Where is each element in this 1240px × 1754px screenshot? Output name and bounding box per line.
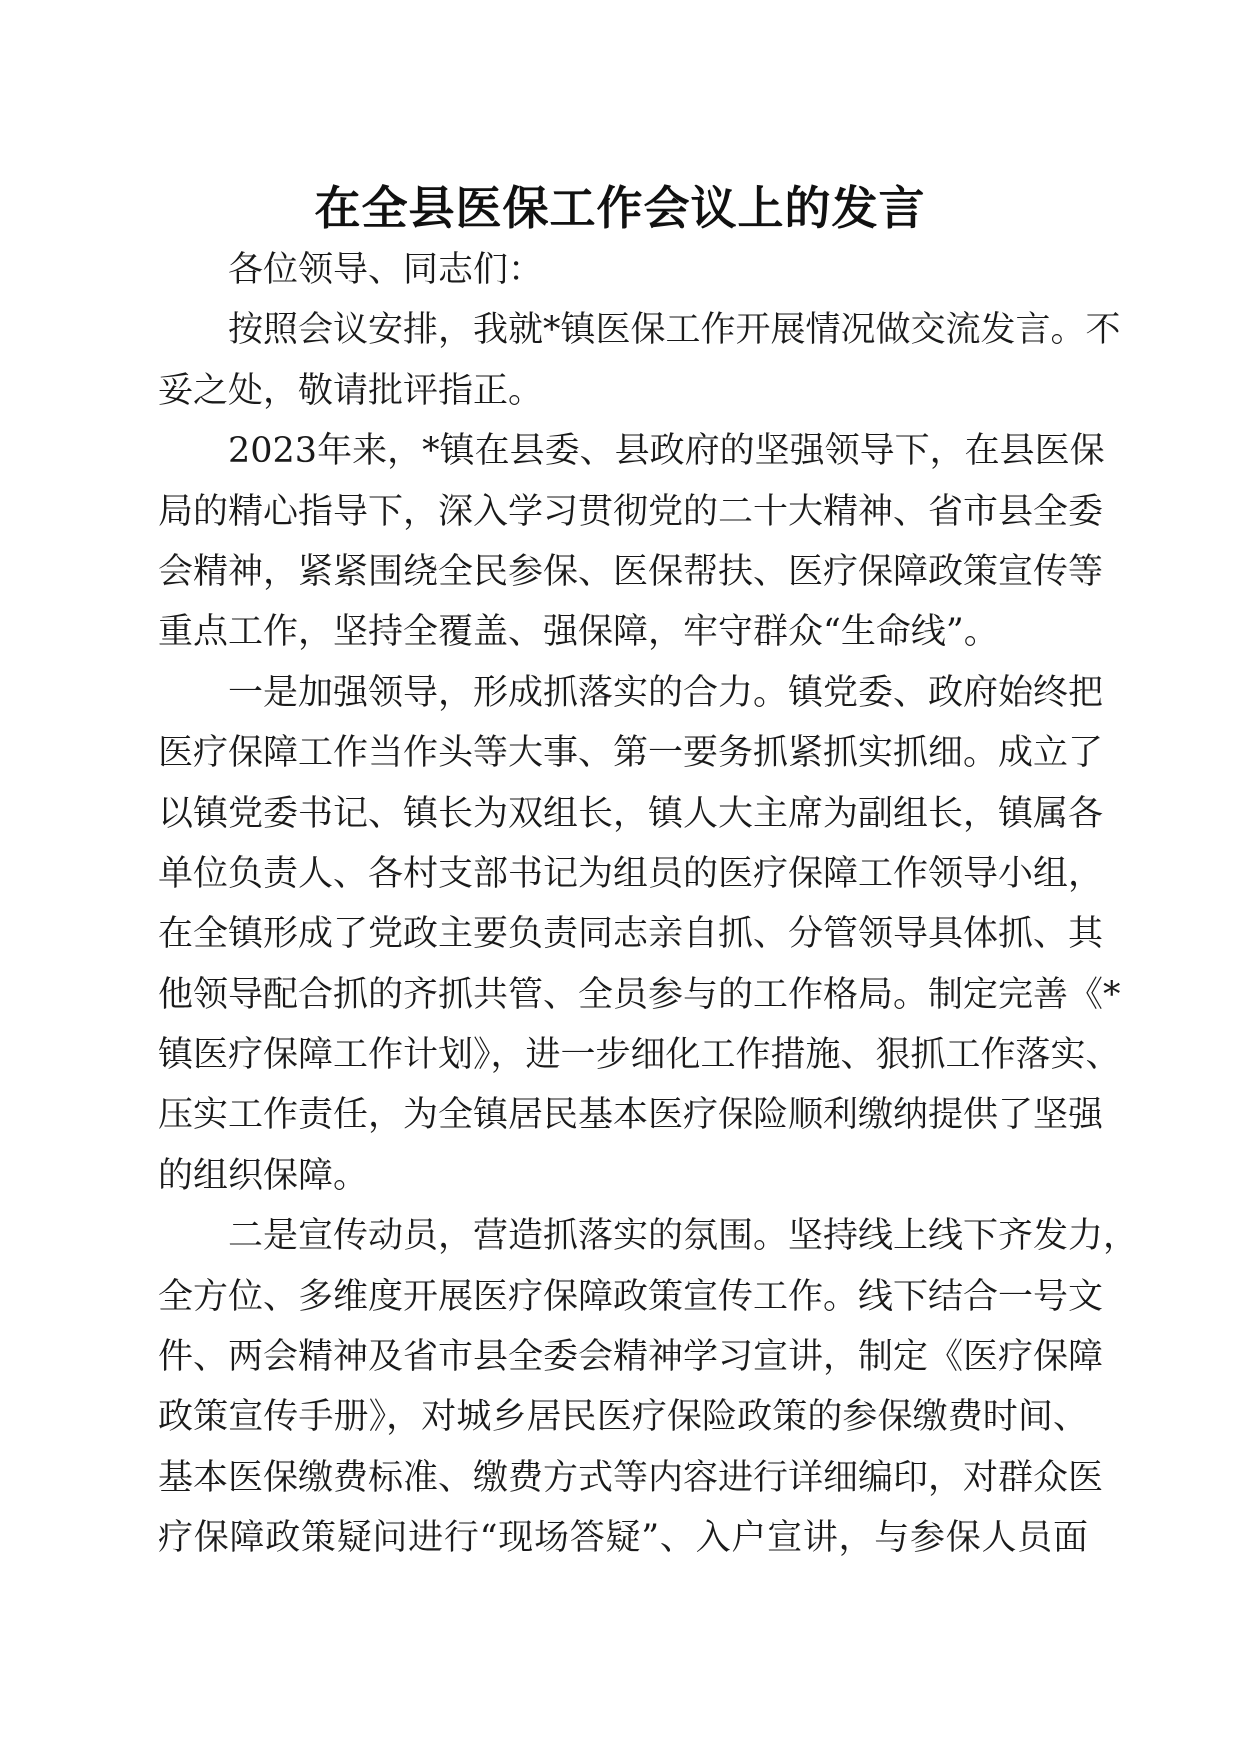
text-line: 以镇党委书记、镇长为双组长，镇人大主席为副组长，镇属各 [158, 793, 1104, 834]
document-body [158, 240, 1139, 1569]
text-line: 一是加强领导，形成抓落实的合力。镇党委、政府始终把 [228, 672, 1104, 713]
text-line: 镇医疗保障工作计划》，进一步细化工作措施、狠抓工作落实、 [158, 1035, 1121, 1076]
text-line: 疗保障政策疑问进行“现场答疑”、入户宣讲，与参保人员面 [158, 1518, 1088, 1559]
document-title: 在全县医保工作会议上的发言 [314, 181, 926, 235]
text-line: 全方位、多维度开展医疗保障政策宣传工作。线下结合一号文 [158, 1276, 1104, 1317]
text-line: 各位领导、同志们： [228, 250, 544, 290]
text-line: 压实工作责任，为全镇居民基本医疗保险顺利缴纳提供了坚强 [158, 1095, 1104, 1136]
text-line: 他领导配合抓的齐抓共管、全员参与的工作格局。制定完善《* [158, 974, 1121, 1015]
text-line: 医疗保障工作当作头等大事、第一要务抓紧抓实抓细。成立了 [158, 733, 1104, 774]
text-line: 基本医保缴费标准、缴费方式等内容进行详细编印，对群众医 [158, 1457, 1104, 1498]
text-line: 局的精心指导下，深入学习贯彻党的二十大精神、省市县全委 [158, 491, 1104, 532]
text-line: 单位负责人、各村支部书记为组员的医疗保障工作领导小组， [158, 853, 1104, 894]
text-line: 按照会议安排，我就*镇医保工作开展情况做交流发言。不 [228, 310, 1121, 351]
text-line: 2023年来，*镇在县委、县政府的坚强领导下，在县医保 [228, 431, 1105, 472]
text-line: 二是宣传动员，营造抓落实的氛围。坚持线上线下齐发力， [228, 1216, 1139, 1257]
text-line: 件、两会精神及省市县全委会精神学习宣讲，制定《医疗保障 [158, 1337, 1104, 1378]
text-line: 重点工作，坚持全覆盖、强保障，牢守群众“生命线”。 [158, 612, 999, 653]
text-line: 会精神，紧紧围绕全民参保、医保帮扶、医疗保障政策宣传等 [158, 551, 1104, 592]
text-line: 的组织保障。 [158, 1155, 369, 1196]
text-line: 妥之处，敬请批评指正。 [158, 370, 544, 411]
text-line: 政策宣传手册》，对城乡居民医疗保险政策的参保缴费时间、 [158, 1397, 1088, 1438]
text-line: 在全镇形成了党政主要负责同志亲自抓、分管领导具体抓、其 [158, 914, 1104, 955]
